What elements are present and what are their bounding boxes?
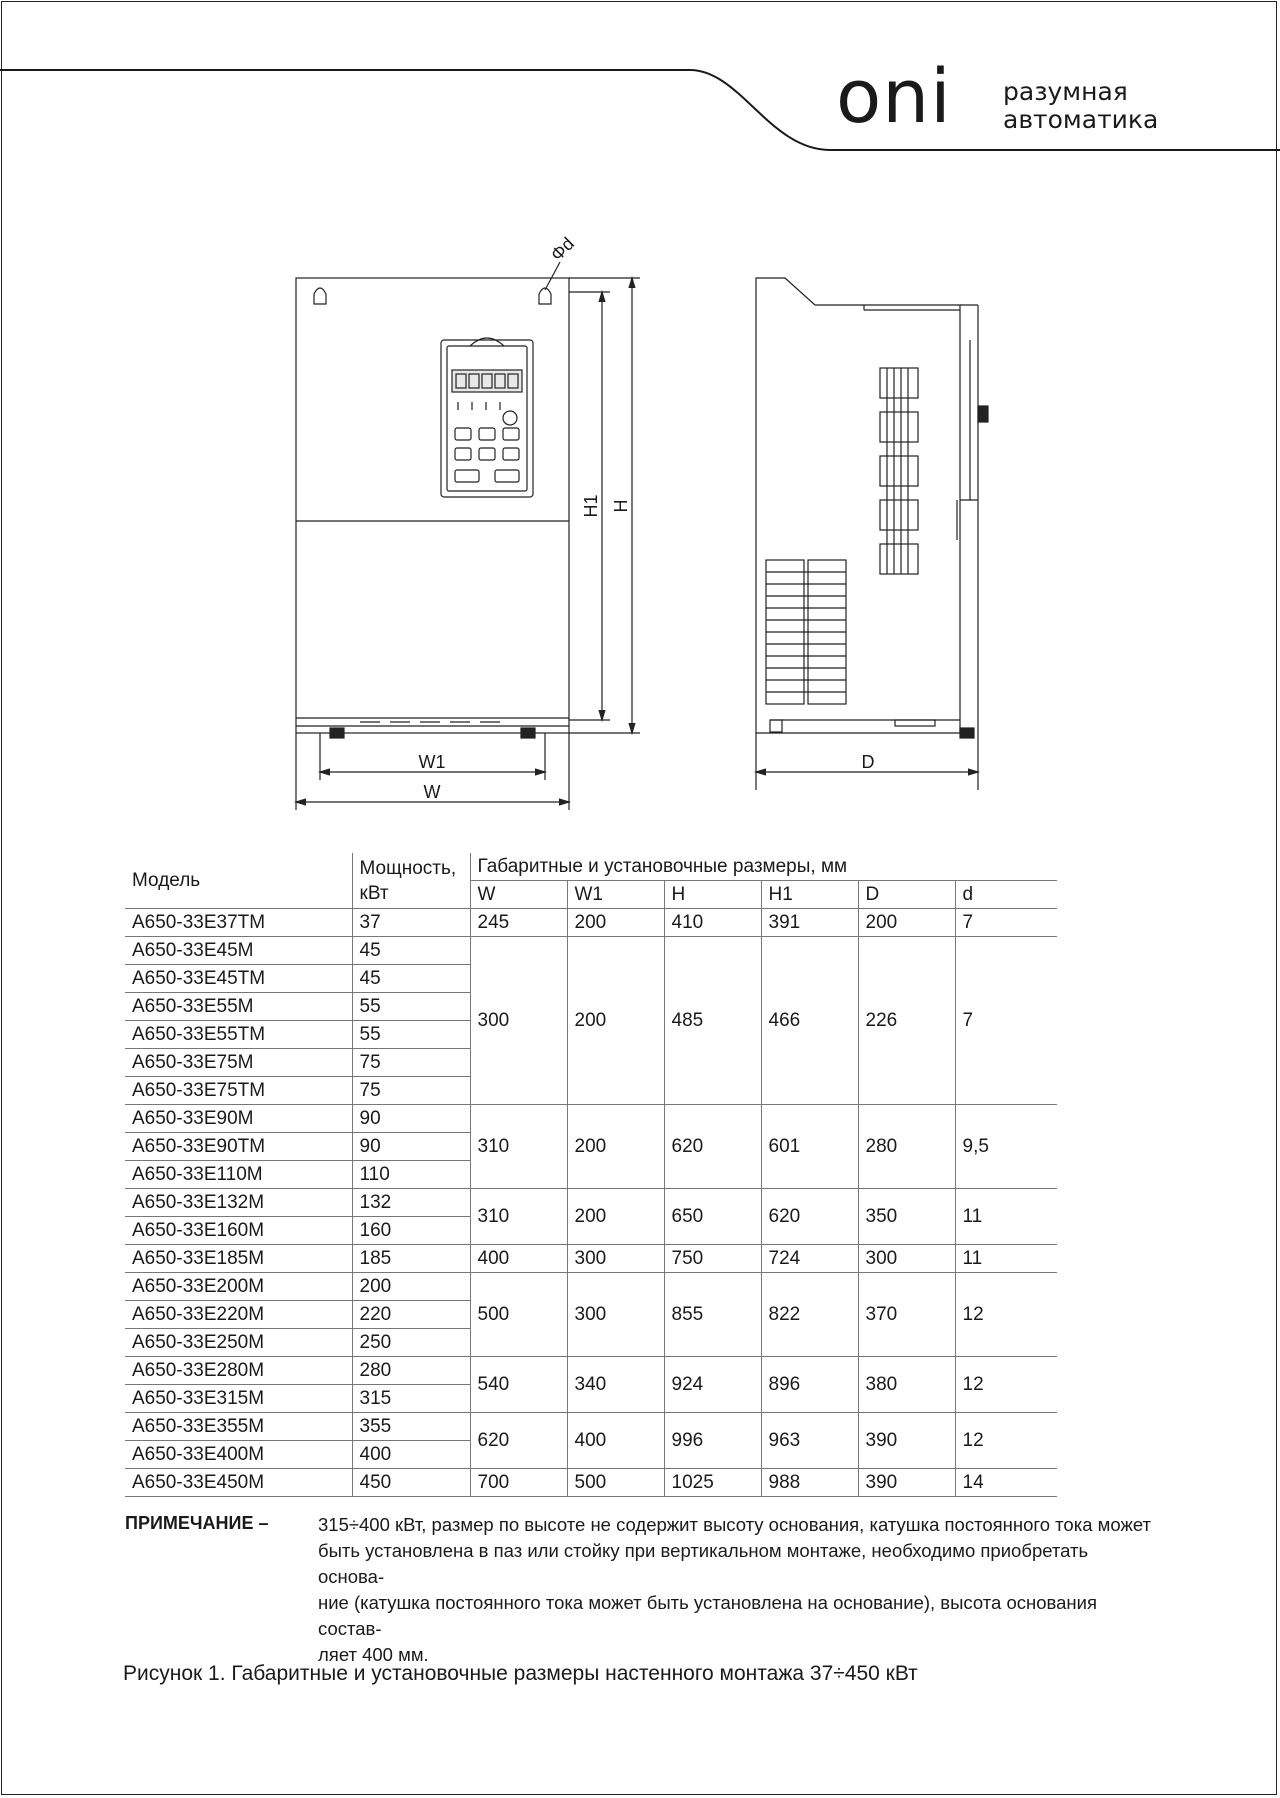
header-dimension-group: Габаритные и установочные размеры, мм	[470, 853, 1057, 881]
cell-model: A650-33E280M	[125, 1357, 352, 1385]
cell-power: 220	[352, 1301, 470, 1329]
dimensions-table	[125, 853, 1057, 1497]
cell-dim-h1: 988	[761, 1469, 858, 1497]
cell-model: A650-33E37TM	[125, 909, 352, 937]
cell-dim-h1: 963	[761, 1413, 858, 1469]
cell-dim-w1: 500	[567, 1469, 664, 1497]
cell-dim-d-hole: 12	[955, 1273, 1057, 1357]
label-depth: D	[861, 752, 875, 772]
cell-model: A650-33E75M	[125, 1049, 352, 1077]
cell-dim-d: 390	[858, 1413, 955, 1469]
cell-model: A650-33E55M	[125, 993, 352, 1021]
cell-dim-h1: 724	[761, 1245, 858, 1273]
cell-dim-h: 750	[664, 1245, 761, 1273]
cell-model: A650-33E250M	[125, 1329, 352, 1357]
cell-power: 45	[352, 965, 470, 993]
side-vents-upper	[880, 368, 918, 574]
cell-dim-h1: 822	[761, 1273, 858, 1357]
cell-dim-d: 300	[858, 1245, 955, 1273]
header-col-h1: H1	[761, 881, 858, 909]
cell-dim-w1: 200	[567, 1105, 664, 1189]
cell-power: 355	[352, 1413, 470, 1441]
cell-dim-w1: 200	[567, 937, 664, 1105]
cell-model: A650-33E185M	[125, 1245, 352, 1273]
brand-logo: oni	[836, 54, 952, 140]
cell-model: A650-33E45TM	[125, 965, 352, 993]
cell-dim-w1: 200	[567, 1189, 664, 1245]
cell-dim-w: 300	[470, 937, 567, 1105]
table-row	[125, 1413, 1057, 1441]
header-power: Мощность, кВт	[352, 853, 470, 909]
cell-power: 45	[352, 937, 470, 965]
cell-model: A650-33E90TM	[125, 1133, 352, 1161]
cell-power: 55	[352, 993, 470, 1021]
side-view	[756, 278, 988, 790]
cell-dim-h1: 391	[761, 909, 858, 937]
cell-dim-h: 924	[664, 1357, 761, 1413]
cell-power: 400	[352, 1441, 470, 1469]
table-row	[125, 909, 1057, 937]
cell-dim-w: 310	[470, 1105, 567, 1189]
cell-dim-h: 996	[664, 1413, 761, 1469]
cell-power: 55	[352, 1021, 470, 1049]
cell-dim-d: 226	[858, 937, 955, 1105]
cell-dim-w: 620	[470, 1413, 567, 1469]
header-col-h: H	[664, 881, 761, 909]
cell-model: A650-33E450M	[125, 1469, 352, 1497]
table-row	[125, 1357, 1057, 1385]
cell-power: 315	[352, 1385, 470, 1413]
cell-power: 75	[352, 1077, 470, 1105]
cell-dim-d-hole: 11	[955, 1245, 1057, 1273]
table-row	[125, 1273, 1057, 1301]
cell-dim-d-hole: 7	[955, 937, 1057, 1105]
header-model: Модель	[125, 853, 352, 909]
cell-dim-d: 350	[858, 1189, 955, 1245]
cell-dim-w1: 340	[567, 1357, 664, 1413]
cell-dim-h1: 466	[761, 937, 858, 1105]
cell-model: A650-33E110M	[125, 1161, 352, 1189]
cell-model: A650-33E200M	[125, 1273, 352, 1301]
tagline-line2: автоматика	[1003, 105, 1159, 134]
cell-model: A650-33E315M	[125, 1385, 352, 1413]
label-d-hole: Φd	[546, 233, 579, 265]
cell-dim-d-hole: 11	[955, 1189, 1057, 1245]
cell-model: A650-33E90M	[125, 1105, 352, 1133]
cell-model: A650-33E132M	[125, 1189, 352, 1217]
cell-dim-d: 380	[858, 1357, 955, 1413]
table-row	[125, 937, 1057, 965]
cell-model: A650-33E355M	[125, 1413, 352, 1441]
label-h1: H1	[581, 494, 601, 518]
cell-dim-h: 620	[664, 1105, 761, 1189]
cell-dim-d-hole: 7	[955, 909, 1057, 937]
cell-dim-w1: 200	[567, 909, 664, 937]
cell-power: 200	[352, 1273, 470, 1301]
cell-dim-h: 855	[664, 1273, 761, 1357]
label-h: H	[611, 499, 631, 513]
cell-dim-h: 410	[664, 909, 761, 937]
cell-power: 160	[352, 1217, 470, 1245]
keypad-panel	[441, 338, 533, 497]
cell-power: 110	[352, 1161, 470, 1189]
cell-dim-w: 400	[470, 1245, 567, 1273]
cell-dim-d-hole: 9,5	[955, 1105, 1057, 1189]
cell-dim-d-hole: 12	[955, 1413, 1057, 1469]
cell-power: 132	[352, 1189, 470, 1217]
side-vents-lower	[766, 560, 846, 704]
table-header-row	[125, 853, 1057, 881]
cell-dim-h1: 896	[761, 1357, 858, 1413]
label-w1: W1	[418, 752, 446, 772]
cell-model: A650-33E160M	[125, 1217, 352, 1245]
dimension-drawing	[0, 0, 1280, 840]
cell-power: 185	[352, 1245, 470, 1273]
cell-model: A650-33E400M	[125, 1441, 352, 1469]
cell-dim-h1: 601	[761, 1105, 858, 1189]
cell-dim-w: 310	[470, 1189, 567, 1245]
table-row	[125, 1105, 1057, 1133]
cell-dim-d: 390	[858, 1469, 955, 1497]
note-text: 315÷400 кВт, размер по высоте не содержит высоту основания, катушка постоянного тока может быть установлена в паз или стойку при вертикальном монтаже, необходимо приобретать основа- ние (катушка постоянного тока может быть установлена на основание), высота основания состав- ляет 400 мм.	[318, 1514, 1151, 1665]
front-view	[296, 262, 640, 810]
cell-power: 75	[352, 1049, 470, 1077]
cell-dim-w: 540	[470, 1357, 567, 1413]
cell-power: 250	[352, 1329, 470, 1357]
cell-dim-d: 200	[858, 909, 955, 937]
cell-dim-h: 650	[664, 1189, 761, 1245]
table-row	[125, 1245, 1057, 1273]
cell-dim-w1: 300	[567, 1245, 664, 1273]
cell-dim-d: 370	[858, 1273, 955, 1357]
cell-dim-d-hole: 14	[955, 1469, 1057, 1497]
cell-dim-w1: 400	[567, 1413, 664, 1469]
cell-power: 37	[352, 909, 470, 937]
cell-dim-w: 500	[470, 1273, 567, 1357]
cell-dim-w: 245	[470, 909, 567, 937]
header-col-w: W	[470, 881, 567, 909]
note-label: ПРИМЕЧАНИЕ –	[125, 1513, 269, 1533]
cell-dim-h1: 620	[761, 1189, 858, 1245]
table-row	[125, 1469, 1057, 1497]
cell-model: A650-33E75TM	[125, 1077, 352, 1105]
header-col-d: D	[858, 881, 955, 909]
cell-dim-d: 280	[858, 1105, 955, 1189]
table-row	[125, 1189, 1057, 1217]
header-col-w1: W1	[567, 881, 664, 909]
cell-dim-w: 700	[470, 1469, 567, 1497]
header-col-d-hole: d	[955, 881, 1057, 909]
cell-power: 450	[352, 1469, 470, 1497]
cell-dim-h: 485	[664, 937, 761, 1105]
cell-model: A650-33E220M	[125, 1301, 352, 1329]
figure-caption: Рисунок 1. Габаритные и установочные размеры настенного монтажа 37÷450 кВт	[123, 1662, 918, 1685]
cell-power: 90	[352, 1133, 470, 1161]
cell-dim-d-hole: 12	[955, 1357, 1057, 1413]
cell-power: 280	[352, 1357, 470, 1385]
cell-model: A650-33E45M	[125, 937, 352, 965]
label-w: W	[423, 782, 441, 802]
cell-dim-h: 1025	[664, 1469, 761, 1497]
cell-dim-w1: 300	[567, 1273, 664, 1357]
cell-model: A650-33E55TM	[125, 1021, 352, 1049]
tagline-line1: разумная	[1003, 77, 1128, 106]
cell-power: 90	[352, 1105, 470, 1133]
